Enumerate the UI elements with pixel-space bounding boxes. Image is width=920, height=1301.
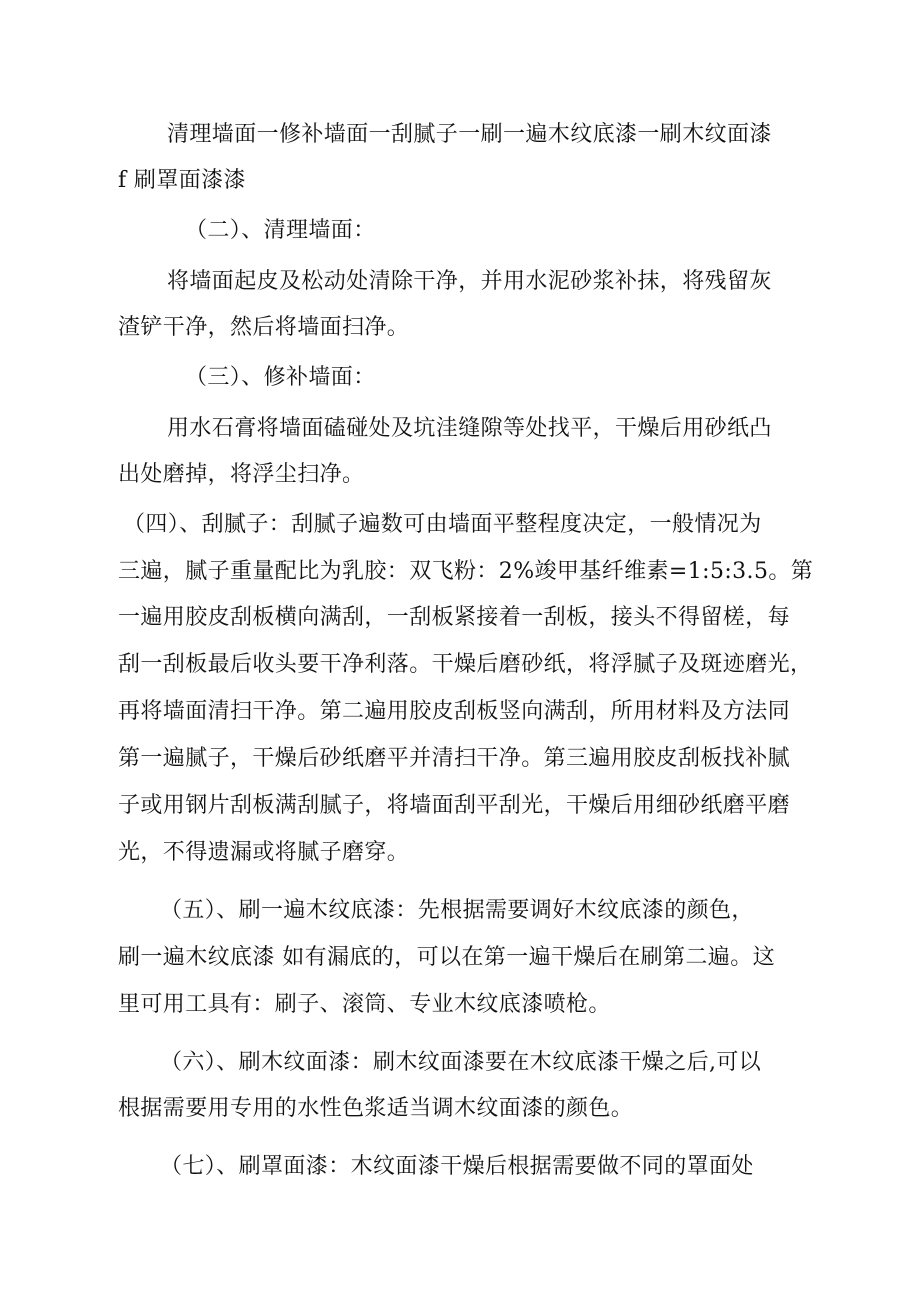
text-line: 子或用钢片刮板满刮腻子，将墙面刮平刮光，干燥后用细砂纸磨平磨 — [118, 793, 791, 818]
text-line: （七）、刷罩面漆：木纹面漆干燥后根据需要做不同的罩面处 — [160, 1154, 754, 1179]
text-line: 一遍用胶皮刮板横向满刮，一刮板紧接着一刮板，接头不得留槎，每 — [118, 605, 791, 630]
text-line: 用水石膏将墙面磕碰处及坑洼缝隙等处找平，干燥后用砂纸凸 — [167, 416, 772, 441]
text-line: （五）、刷一遍木纹底漆：先根据需要调好木纹底漆的颜色， — [160, 898, 754, 923]
text-line: （六）、刷木纹面漆：刷木纹面漆要在木纹底漆干燥之后,可以 — [160, 1050, 762, 1075]
text-line: （四）、刮腻子：刮腻子遍数可由墙面平整程度决定，一般情况为 — [123, 512, 762, 537]
text-line: 刮一刮板最后收头要干净利落。干燥后磨砂纸，将浮腻子及斑迹磨光， — [118, 652, 813, 677]
text-line: 刷一遍木纹底漆 如有漏底的，可以在第一遍干燥后在刷第二遍。这 — [118, 945, 775, 970]
text-line: 渣铲干净，然后将墙面扫净。 — [118, 315, 410, 340]
text-line: 将墙面起皮及松动处清除干净，并用水泥砂浆补抹，将残留灰 — [167, 269, 772, 294]
text-line: 根据需要用专用的水性色浆适当调木纹面漆的颜色。 — [118, 1096, 634, 1121]
text-line: 光，不得遗漏或将腻子磨穿。 — [118, 840, 410, 865]
text-line: f 刷罩面漆漆 — [118, 168, 246, 193]
text-line: 清理墙面一修补墙面一刮腻子一刷一遍木纹底漆一刷木纹面漆 — [167, 122, 772, 147]
section-heading: （三）、修补墙面： — [185, 365, 376, 390]
text-line: 再将墙面清扫干净。第二遍用胶皮刮板竖向满刮，所用材料及方法同 — [118, 699, 791, 724]
text-line: 出处磨掉，将浮尘扫净。 — [118, 462, 365, 487]
text-line: 里可用工具有：刷子、滚筒、专业木纹底漆喷枪。 — [118, 992, 611, 1017]
text-line: 第一遍腻子，干燥后砂纸磨平并清扫干净。第三遍用胶皮刮板找补腻 — [118, 746, 791, 771]
section-heading: （二）、清理墙面： — [185, 218, 376, 243]
text-line: 三遍，腻子重量配比为乳胶：双飞粉：2%竣甲基纤维素=1:5:3.5。第 — [118, 559, 814, 584]
